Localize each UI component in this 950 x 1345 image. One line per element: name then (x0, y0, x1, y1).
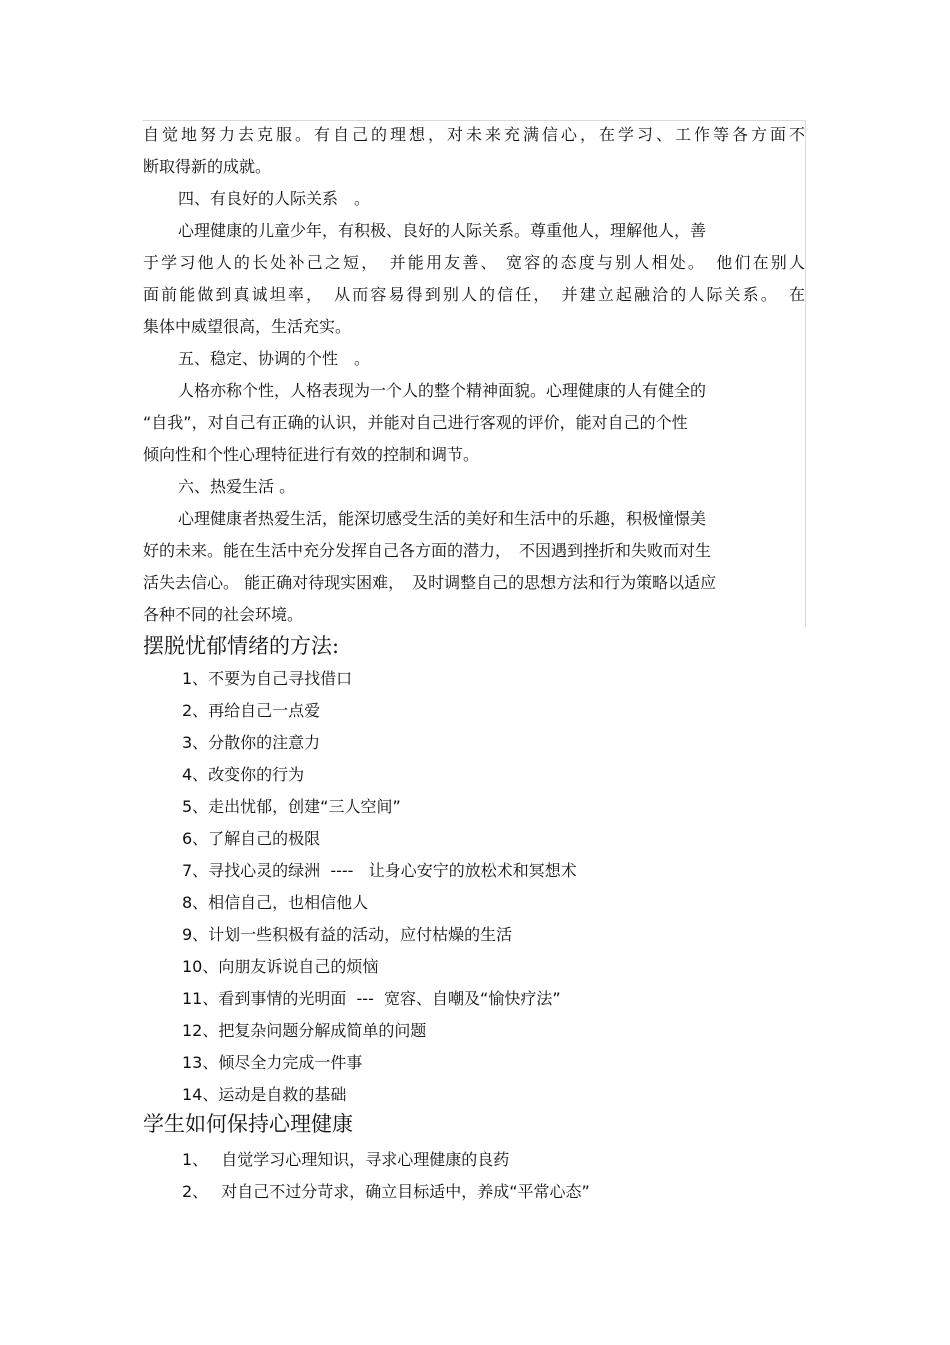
paragraph-line: 于学习他人的长处补己之短， 并能用友善、 宽容的态度与别人相处。 他们在别人 (143, 253, 805, 272)
list-item: 10、向朋友诉说自己的烦恼 (182, 957, 379, 976)
subheading-love-life: 六、热爱生活 。 (178, 477, 296, 496)
paragraph-line: 心理健康者热爱生活，能深切感受生活的美好和生活中的乐趣，积极憧憬美 (178, 509, 707, 528)
list-item: 7、寻找心灵的绿洲 ---- 让身心安宁的放松术和冥想术 (182, 861, 577, 880)
paragraph-line: 各种不同的社会环境。 (143, 605, 304, 624)
list-item: 1、不要为自己寻找借口 (182, 669, 353, 688)
list-item: 9、计划一些积极有益的活动，应付枯燥的生活 (182, 925, 513, 944)
paragraph-line: 自觉地努力去克服。有自己的理想，对未来充满信心，在学习、工作等各方面不 (143, 125, 805, 144)
subheading-personality: 五、稳定、协调的个性 。 (178, 349, 371, 368)
paragraph-line: 集体中威望很高，生活充实。 (143, 317, 352, 336)
list-item: 2、 对自己不过分苛求，确立目标适中，养成“平常心态” (182, 1182, 590, 1201)
list-item: 8、相信自己，也相信他人 (182, 893, 369, 912)
paragraph-line: 倾向性和个性心理特征进行有效的控制和调节。 (143, 445, 480, 464)
list-item: 2、再给自己一点爱 (182, 701, 321, 720)
paragraph-line: 面前能做到真诚坦率， 从而容易得到别人的信任， 并建立起融洽的人际关系。 在 (143, 285, 805, 304)
list-item: 13、倾尽全力完成一件事 (182, 1053, 363, 1072)
subheading-interpersonal: 四、有良好的人际关系 。 (178, 189, 371, 208)
section-heading-mental-health: 学生如何保持心理健康 (143, 1112, 353, 1136)
list-item: 11、看到事情的光明面 --- 宽容、自嘲及“愉快疗法” (182, 989, 561, 1008)
list-item: 3、分散你的注意力 (182, 733, 321, 752)
list-item: 6、了解自己的极限 (182, 829, 321, 848)
list-item: 5、走出忧郁，创建“三人空间” (182, 797, 401, 816)
paragraph-line: 断取得新的成就。 (143, 157, 272, 176)
list-item: 4、改变你的行为 (182, 765, 305, 784)
section-heading-depression: 摆脱忧郁情绪的方法: (143, 634, 340, 658)
list-item: 12、把复杂问题分解成简单的问题 (182, 1021, 427, 1040)
paragraph-line: 好的未来。能在生活中充分发挥自己各方面的潜力， 不因遇到挫折和失败而对生 (143, 541, 712, 560)
paragraph-line: 活失去信心。 能正确对待现实困难， 及时调整自己的思想方法和行为策略以适应 (143, 573, 717, 592)
paragraph-line: 人格亦称个性，人格表现为一个人的整个精神面貌。心理健康的人有健全的 (178, 381, 707, 400)
paragraph-line: “自我”，对自己有正确的认识，并能对自己进行客观的评价，能对自己的个性 (143, 413, 688, 432)
list-item: 1、 自觉学习心理知识，寻求心理健康的良药 (182, 1150, 510, 1169)
paragraph-line: 心理健康的儿童少年，有积极、良好的人际关系。尊重他人，理解他人，善 (178, 221, 707, 240)
list-item: 14、运动是自救的基础 (182, 1085, 347, 1104)
